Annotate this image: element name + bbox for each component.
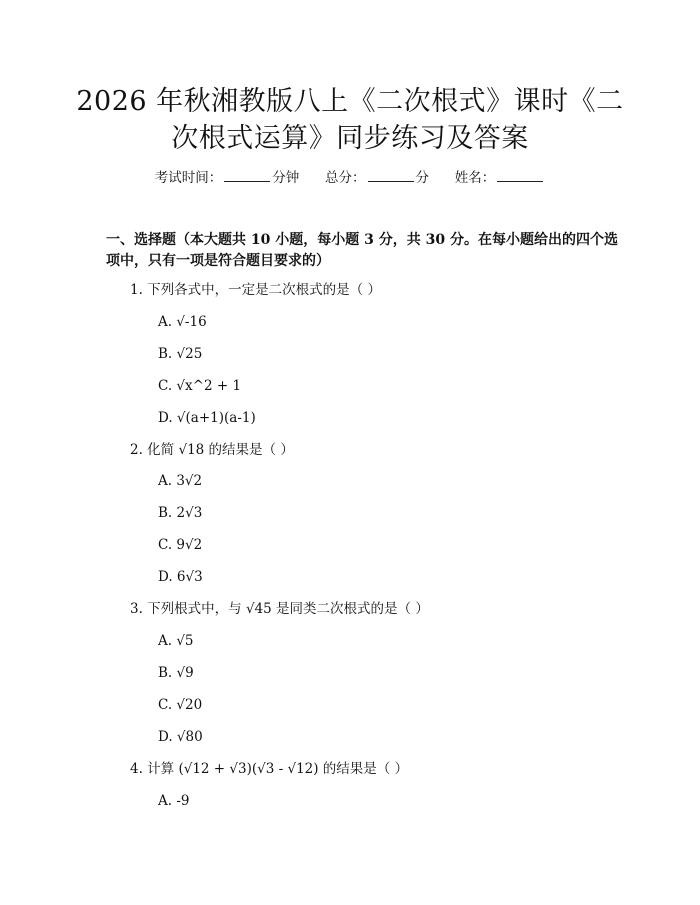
document-title-line-2: 次根式运算》同步练习及答案 [171,123,529,154]
score-blank [368,169,414,182]
time-unit: 分钟 [272,170,300,186]
question-2-option-c: C. 9√2 [158,537,203,553]
question-3-option-b: B. √9 [158,665,194,681]
document-title-line-1: 2026 年秋湘教版八上《二次根式》课时《二 [76,86,624,117]
exam-meta-line [0,168,700,188]
question-1-option-a: A. √-16 [158,314,207,330]
question-2-option-b: B. 2√3 [158,505,203,521]
question-1: 1. 下列各式中，一定是二次根式的是（ ） [130,282,381,298]
question-1-option-d: D. √(a+1)(a-1) [158,410,256,426]
question-2-option-d: D. 6√3 [158,569,203,585]
question-3: 3. 下列根式中，与 √45 是同类二次根式的是（ ） [130,601,429,617]
question-4: 4. 计算 (√12 + √3)(√3 - √12) 的结果是（ ） [130,761,409,777]
question-2-option-a: A. 3√2 [158,473,203,489]
question-2: 2. 化简 √18 的结果是（ ） [130,442,294,458]
section-heading-line-1: 一、选择题（本大题共 10 小题，每小题 3 分，共 30 分。在每小题给出的四个选 [106,232,618,248]
time-blank [224,169,270,182]
score-unit: 分 [415,170,429,186]
section-heading-line-2: 项中，只有一项是符合题目要求的） [106,253,330,269]
question-4-option-a: A. -9 [158,793,190,809]
time-label: 考试时间： [154,170,223,186]
score-label: 总分： [325,170,366,186]
name-blank [497,169,543,182]
question-1-option-b: B. √25 [158,346,203,362]
name-label: 姓名： [454,170,496,186]
question-3-option-d: D. √80 [158,729,203,745]
question-3-option-c: C. √20 [158,697,203,713]
question-1-option-c: C. √x^2 + 1 [158,378,242,394]
question-3-option-a: A. √5 [158,633,194,649]
